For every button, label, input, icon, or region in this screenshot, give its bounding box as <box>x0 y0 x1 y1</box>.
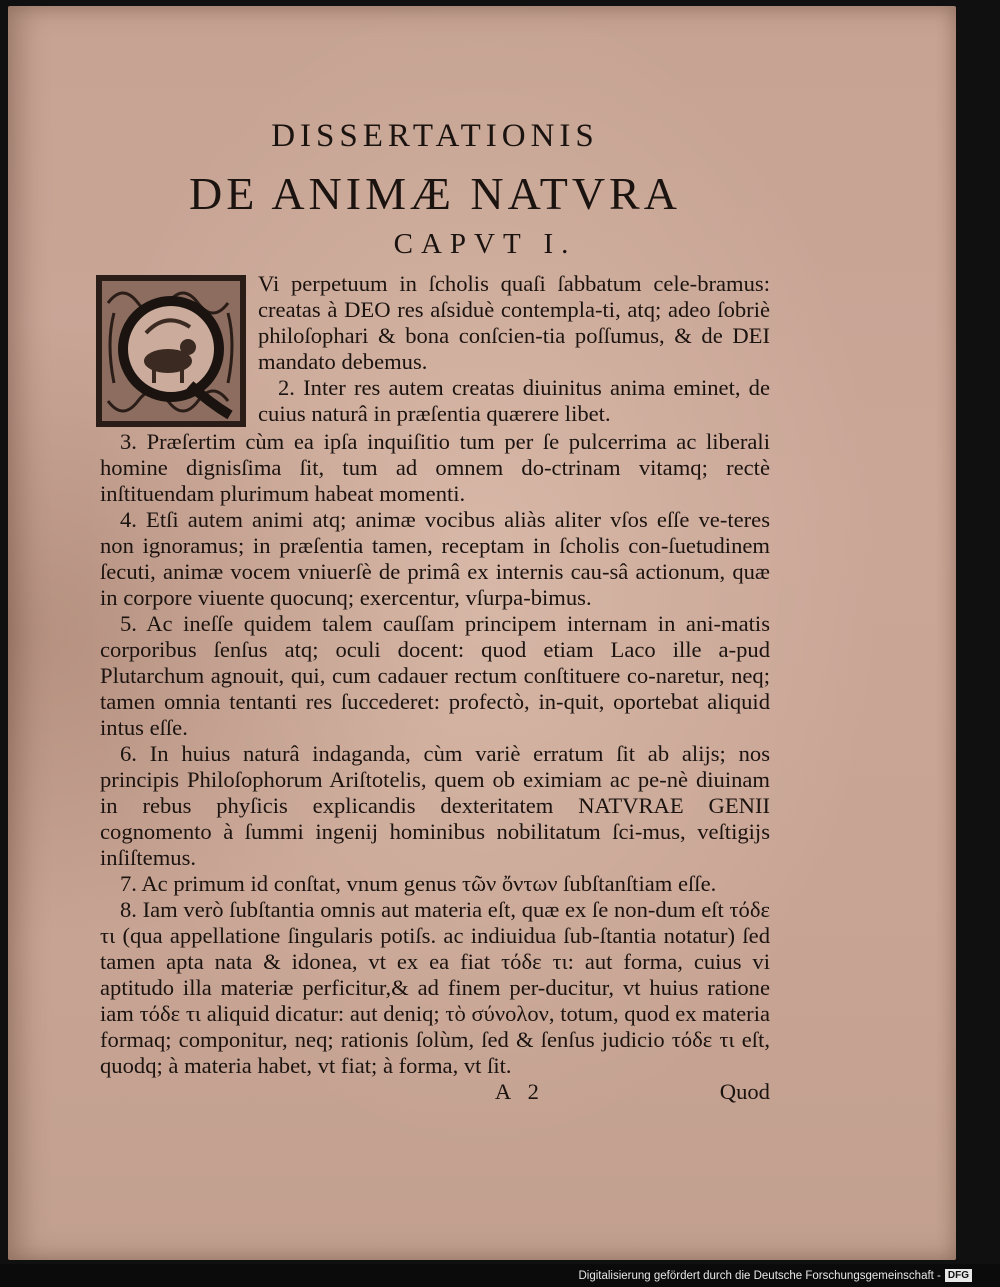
book-page <box>8 6 956 1260</box>
catchword: Quod <box>719 1079 770 1104</box>
paragraph-8: 8. Iam verò ſubſtantia omnis aut materia eſt, quæ ex ſe non-dum eſt τόδε τι (qua appellatione ſingularis potiſs. ac indiuidua ſub-ſtantia notatur) ſed tamen apta nata & idonea, vt ex ea fiat τόδε τι: aut forma, cuius vi aptitudo illa materiæ perficitur,& ad finem per-ducitur, vt huius ratione iam τόδε τι aliquid dicatur: aut deniq; τὸ σύνολον, totum, quod ex materia formaq; componitur, neq; rationis ſolùm, ſed & ſenſus judicio τόδε τι eſt, quodq; à materia habet, vt fiat; à forma, vt ſit. <box>100 897 770 1078</box>
paragraph-4: 4. Etſi autem animi atq; animæ vocibus aliàs aliter vſos eſſe ve-teres non ignoramus; in præſentia tamen, receptam in ſcholis con-ſuetudinem ſecuti, animæ vocem vniuerſè de primâ ex internis cau-sâ actionum, quæ in corpore viuente quocunq; exercentur, vſurpa-bimus. <box>100 507 770 610</box>
paragraph-7: 7. Ac primum id conſtat, vnum genus τῶν ὄντων ſubſtanſtiam eſſe. <box>120 871 717 896</box>
title-line-1: DISSERTATIONIS <box>271 118 599 154</box>
dfg-logo: DFG <box>945 1269 972 1282</box>
chapter-heading: CAPVT I. <box>393 228 577 260</box>
paragraph-3: 3. Præſertim cùm ea ipſa inquiſitio tum per ſe pulcerrima ac liberali homine dignisſima ſit, tum ad omnem do-ctrinam vitamq; rectè inſtituendam plurimum habeat momenti. <box>100 429 770 506</box>
paragraph-2: 2. Inter res autem creatas diuinitus anima eminet, de cuius naturâ in præſentia quærere libet. <box>258 375 770 426</box>
page-footer-line <box>100 1079 770 1105</box>
paragraph-1: Vi perpetuum in ſcholis quaſi ſabbatum cele-bramus: creatas à DEO res aſsiduè contempla-ti, atq; adeo ſobriè philoſophari & bona conſcien-tia poſſumus, & de DEI mandato debemus. <box>258 271 770 374</box>
digitization-credit <box>578 1269 972 1282</box>
title-line-2: DE ANIMÆ NATVRA <box>189 168 681 219</box>
signature-mark: A 2 <box>494 1079 545 1104</box>
text-block <box>100 106 770 1105</box>
paragraph-5: 5. Ac ineſſe quidem talem cauſſam principem internam in ani-matis corporibus ſenſus atq; oculi docent: quod etiam Laco ille a-pud Plutarchum agnouit, qui, cum cadauer rectum conſtituere co-naretur, neq; tamen omnia tentanti res ſucce‍deret: profectò, in-quit, oportebat aliquid intus eſſe. <box>100 611 770 740</box>
paragraph-6: 6. In huius naturâ indaganda, cùm variè erratum ſit ab alijs; nos principis Philoſophorum Ariſtotelis, quem ob eximiam ac pe-nè diuinam in rebus phyſicis explicandis dexteritatem NATVRAE GENII cognomento à ſummi ingenij hominibus nobilitatum ſci-mus, veſtigijs inſiſtemus. <box>100 741 770 870</box>
credit-text: Digitalisierung gefördert durch die Deutsche Forschungsgemeinschaft - <box>578 1269 941 1282</box>
body-text <box>100 271 770 1105</box>
ornamental-drop-cap-icon <box>94 273 248 429</box>
